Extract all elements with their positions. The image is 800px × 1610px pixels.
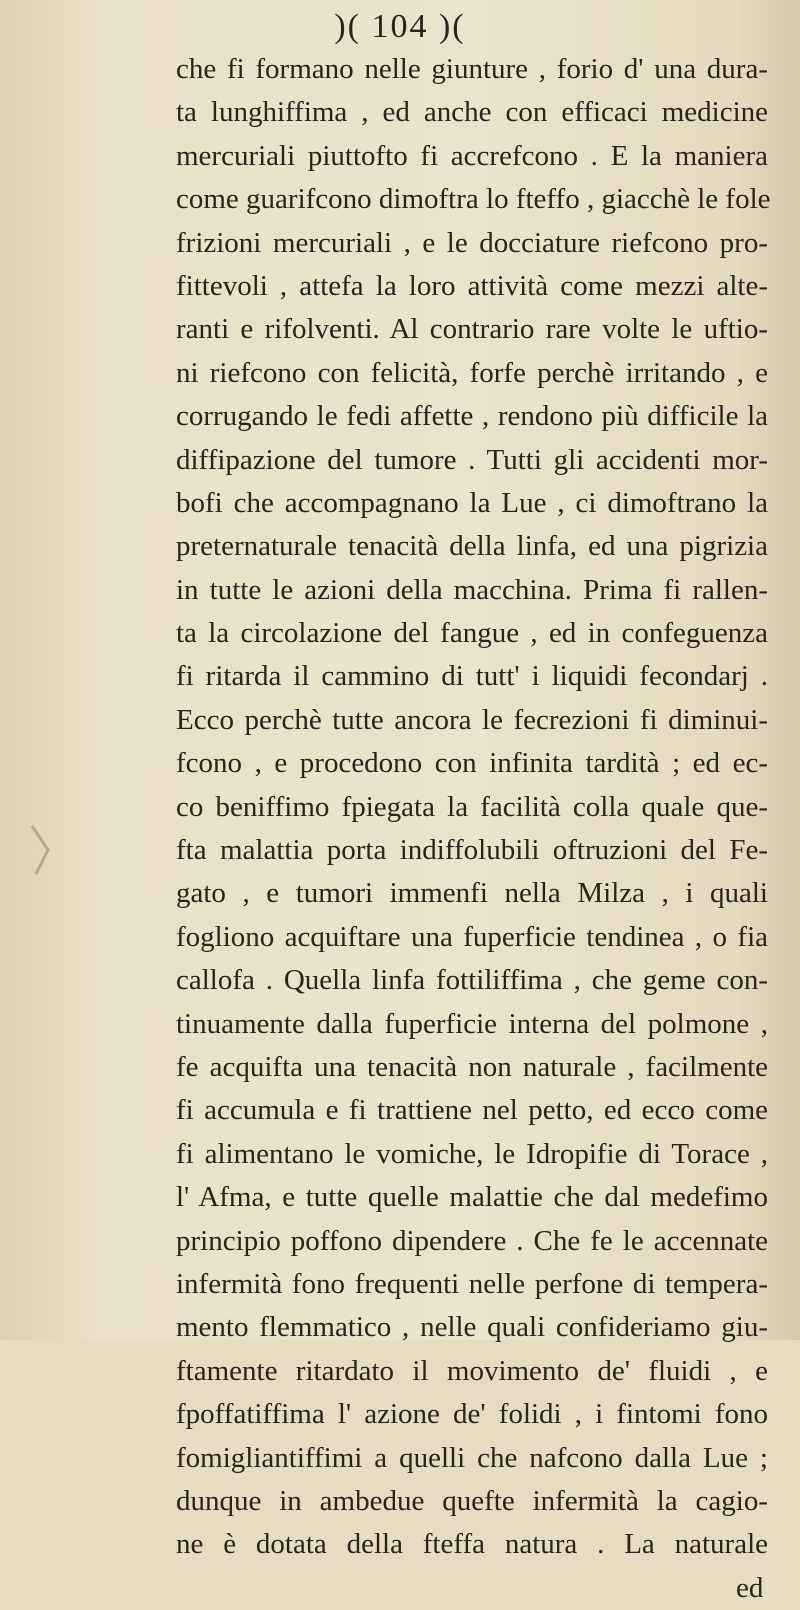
text-line: fomigliantiffimi a quelli che nafcono dalla Lue ; [176, 1441, 768, 1474]
text-line: fta malattia porta indiffolubili oftruzioni del Fe- [176, 834, 768, 867]
text-line: fcono , e procedono con infinita tardità ; ed ec- [176, 747, 768, 780]
text-line: come guarifcono dimoftra lo fteffo , giacchè le fole [176, 183, 771, 216]
text-block [176, 48, 771, 1610]
text-line: fe acquifta una tenacità non naturale , facilmente [176, 1050, 768, 1083]
text-line: diffipazione del tumore . Tutti gli accidenti mor- [176, 443, 768, 476]
text-line: fittevoli , attefa la loro attività come mezzi alte- [176, 269, 768, 302]
text-line: ftamente ritardato il movimento de' fluidi , e [176, 1354, 768, 1387]
text-line: principio poffono dipendere . Che fe le accennate [176, 1224, 768, 1257]
text-line: co beniffimo fpiegata la facilità colla quale que- [176, 790, 768, 823]
text-line: gato , e tumori immenfi nella Milza , i quali [176, 877, 768, 910]
text-line: fogliono acquiftare una fuperficie tendinea , o fia [176, 920, 768, 953]
text-line: ta la circolazione del fangue , ed in confeguenza [176, 617, 768, 650]
text-line: ne è dotata della fteffa natura . La naturale [176, 1528, 768, 1561]
text-line: ni riefcono con felicità, forfe perchè irritando , e [176, 356, 768, 389]
text-line: che fi formano nelle giunture , forio d' una dura- [176, 53, 768, 85]
text-line: mercuriali piuttofto fi accrefcono . E la maniera [176, 139, 768, 172]
text-line: Ecco perchè tutte ancora le fecrezioni fi diminui- [176, 703, 768, 736]
text-line: corrugando le fedi affette , rendono più difficile la [176, 400, 768, 433]
text-line: fi alimentano le vomiche, le Idropifie di Torace , [176, 1137, 768, 1170]
text-line: ranti e rifolventi. Al contrario rare volte le uftio- [176, 313, 768, 346]
text-line: dunque in ambedue quefte infermità la cagio- [176, 1484, 768, 1517]
text-line: fi accumula e fi trattiene nel petto, ed ecco come [176, 1094, 768, 1127]
text-line: infermità fono frequenti nelle perfone di tempera- [176, 1267, 768, 1300]
text-line: fpoffatiffima l' azione de' folidi , i fintomi fono [176, 1398, 768, 1431]
text-line: bofi che accompagnano la Lue , ci dimoftrano la [176, 486, 768, 519]
catchword: ed [736, 1571, 764, 1604]
text-line: fi ritarda il cammino di tutt' i liquidi fecondarj . [176, 660, 768, 693]
text-line: ta lunghiffima , ed anche con efficaci medicine [176, 96, 768, 129]
margin-mark [28, 820, 68, 880]
text-line: mento flemmatico , nelle quali confideriamo giu- [176, 1311, 768, 1344]
text-line: in tutte le azioni della macchina. Prima fi rallen- [176, 573, 768, 606]
text-line: frizioni mercuriali , e le docciature riefcono pro- [176, 226, 768, 259]
text-line: l' Afma, e tutte quelle malattie che dal medefimo [176, 1181, 768, 1214]
text-line: preternaturale tenacità della linfa, ed una pigrizia [176, 530, 768, 563]
text-line: callofa . Quella linfa fottiliffima , che geme con- [176, 964, 768, 997]
text-line: tinuamente dalla fuperficie interna del polmone , [176, 1007, 768, 1040]
page-header: )( 104 )( [334, 8, 466, 45]
